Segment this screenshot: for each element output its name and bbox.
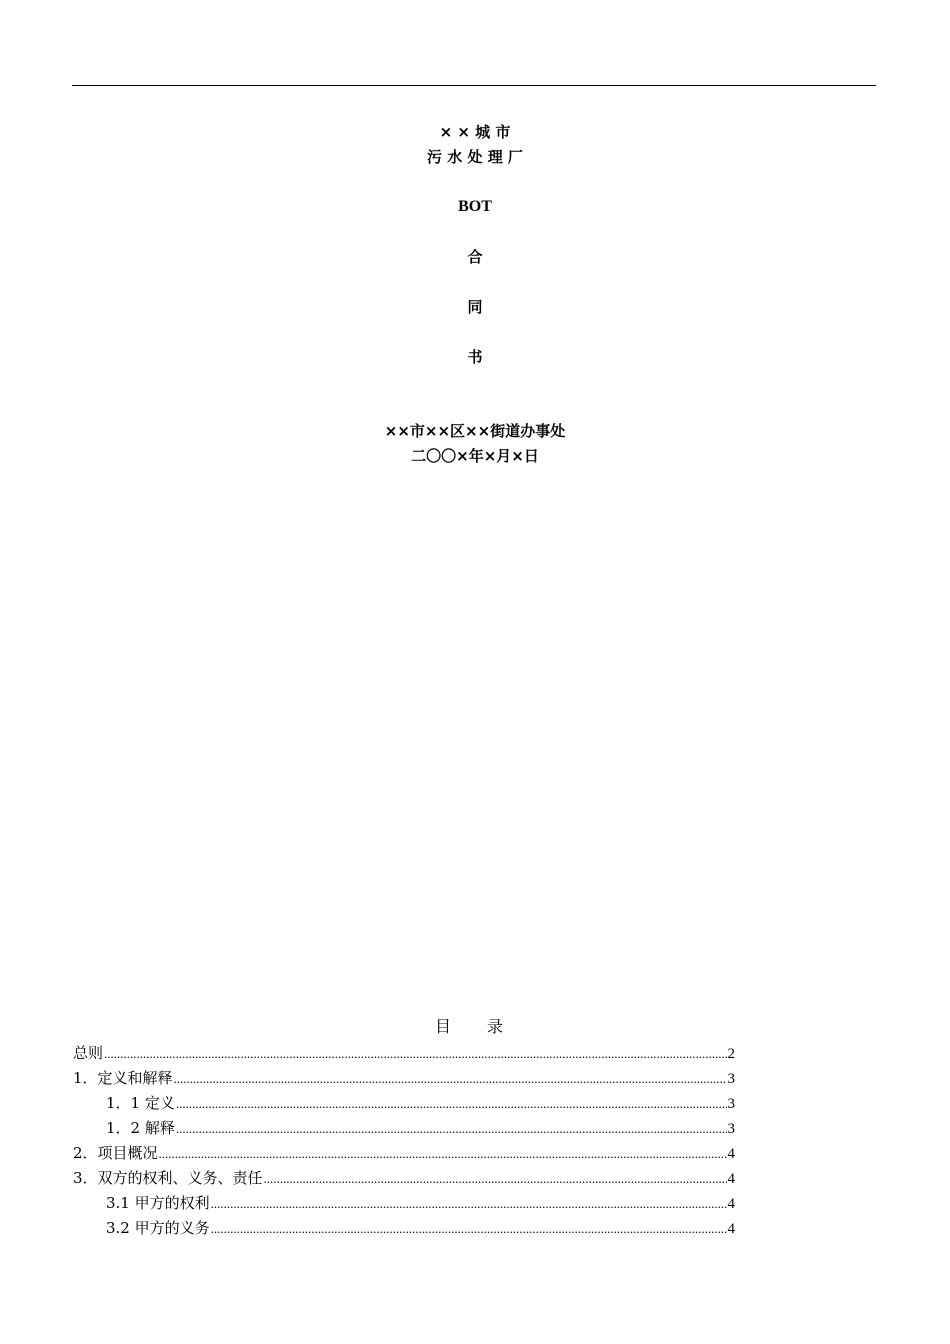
toc-entry-label: 总则: [73, 1044, 104, 1062]
header-rule: [72, 85, 876, 86]
toc-entry[interactable]: [73, 1093, 735, 1118]
cover-issuer: ××市××区××街道办事处: [384, 422, 566, 440]
cover-date: 二〇〇×年×月×日: [411, 447, 539, 465]
cover-he: 合: [467, 248, 483, 266]
toc-entry-page: 4: [727, 1221, 735, 1237]
toc-leader-dots: [159, 1144, 727, 1164]
toc-entry[interactable]: [73, 1068, 735, 1093]
toc-leader-dots: [264, 1169, 727, 1189]
toc-entry-label: 1．1 定义: [106, 1094, 175, 1112]
toc-entry-page: 2: [727, 1046, 735, 1062]
cover-plant: 污 水 处 理 厂: [427, 148, 523, 166]
toc-entry[interactable]: [73, 1143, 735, 1168]
toc-title: 目 录: [434, 1019, 519, 1036]
cover-tong: 同: [467, 298, 483, 316]
toc-entry[interactable]: [73, 1193, 735, 1218]
toc-leader-dots: [211, 1219, 727, 1239]
toc-entry-page: 4: [727, 1196, 735, 1212]
toc-leader-dots: [176, 1119, 727, 1139]
toc-entry-label: 2．项目概况: [73, 1144, 158, 1162]
toc-entry-label: 1．2 解释: [106, 1119, 175, 1137]
toc-entry[interactable]: [73, 1168, 735, 1193]
toc-entry[interactable]: [73, 1043, 735, 1068]
cover-bot: BOT: [458, 198, 492, 215]
cover-shu: 书: [467, 348, 483, 366]
toc-entry-label: 3．双方的权利、义务、责任: [73, 1169, 263, 1187]
toc-leader-dots: [174, 1069, 727, 1089]
toc-entry-label: 3.2 甲方的义务: [106, 1219, 210, 1237]
toc-entry-page: 3: [727, 1121, 735, 1137]
toc-entry-page: 3: [727, 1071, 735, 1087]
table-of-contents: [73, 1043, 735, 1243]
toc-leader-dots: [176, 1094, 727, 1114]
toc-entry[interactable]: [73, 1218, 735, 1243]
cover-city: × × 城 市: [439, 123, 511, 141]
toc-entry[interactable]: [73, 1118, 735, 1143]
toc-entry-label: 3.1 甲方的权利: [106, 1194, 210, 1212]
toc-entry-page: 3: [727, 1096, 735, 1112]
toc-entry-label: 1．定义和解释: [73, 1069, 173, 1087]
toc-entry-page: 4: [727, 1146, 735, 1162]
toc-leader-dots: [104, 1044, 726, 1064]
toc-entry-page: 4: [727, 1171, 735, 1187]
toc-leader-dots: [211, 1194, 727, 1214]
